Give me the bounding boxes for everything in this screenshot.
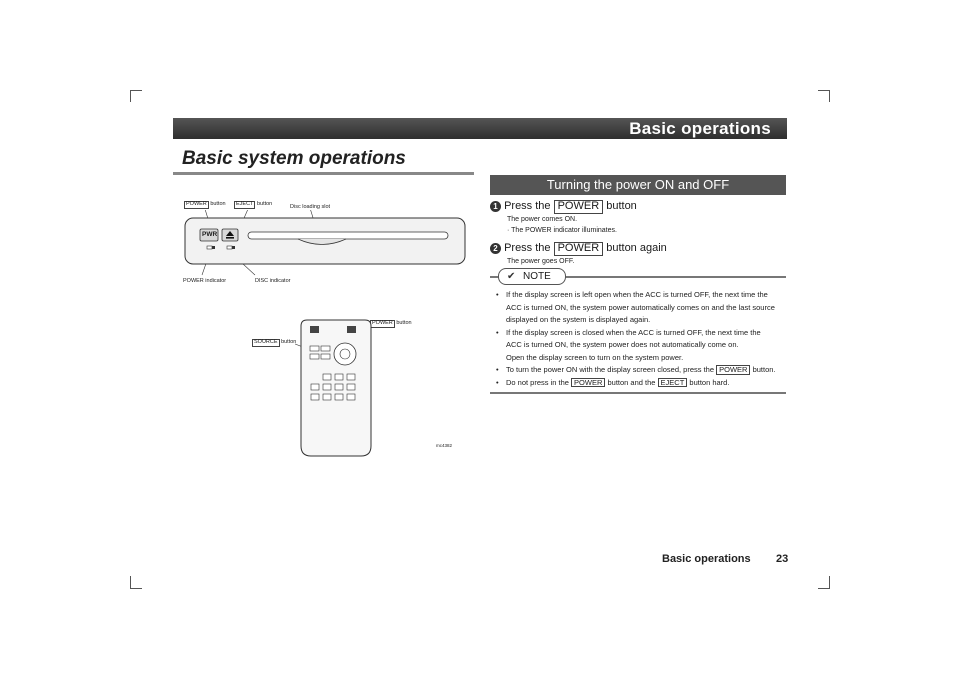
footer-section: Basic operations — [662, 553, 751, 565]
head-unit-drawing — [180, 210, 470, 280]
crop-mark — [829, 576, 830, 588]
header-title: Basic operations — [629, 119, 771, 138]
header-bar — [173, 118, 787, 139]
eject-key: EJECT — [658, 378, 688, 388]
power-indicator-callout: POWER indicator — [183, 278, 227, 284]
step-number: 2 — [490, 243, 501, 254]
page-number: 23 — [776, 553, 789, 565]
remote-power-callout: POWER button — [372, 320, 412, 326]
remote-drawing — [295, 318, 375, 460]
power-button-callout: POWER button — [186, 201, 226, 207]
check-icon: ✔ — [507, 271, 516, 282]
note-bullets — [490, 289, 786, 389]
step-2-text: The power goes OFF. — [507, 258, 575, 265]
crop-mark — [829, 90, 830, 102]
note-bullet: • To turn the power ON with the display screen closed, press the POWER button. — [496, 365, 776, 374]
section-title: Basic system operations — [182, 148, 406, 169]
source-button-callout: SOURCE button — [254, 339, 297, 345]
title-rule — [173, 172, 474, 175]
eject-button-callout: EJECT button — [236, 201, 273, 207]
crop-mark — [130, 90, 142, 91]
power-key: POWER — [571, 378, 605, 388]
note-bullet: • If the display screen is left open when the ACC is turned OFF, the next time the ACC is turned ON, the system power automatically comes on and the last source displayed on the system is displayed again. — [496, 290, 775, 324]
crop-mark — [818, 588, 830, 589]
note-bullet: • If the display screen is closed when the ACC is turned OFF, the next time the ACC is turned ON, the system power does not automatically come on. Open the display screen to turn on the system power. — [496, 327, 761, 362]
note-bullet: • Do not press in the POWER button and the EJECT button hard. — [496, 377, 730, 387]
note-header — [490, 268, 786, 284]
power-key: POWER — [554, 242, 604, 256]
step-1-subtext: · The POWER indicator illuminates. — [507, 227, 617, 234]
step-1: 1 Press the POWER button — [490, 200, 637, 214]
crop-mark — [818, 90, 830, 91]
pwr-key-label: PWR — [202, 231, 218, 238]
figure-id: mc4382 — [436, 443, 453, 448]
note-label: NOTE — [523, 271, 551, 282]
crop-mark — [130, 90, 131, 102]
disc-slot-callout: Disc loading slot — [290, 204, 331, 210]
subsection-title: Turning the power ON and OFF — [490, 175, 786, 195]
step-2: 2 Press the POWER button again — [490, 242, 667, 256]
step-1-text: The power comes ON. — [507, 216, 578, 223]
note-tab — [498, 268, 566, 285]
power-key: POWER — [716, 365, 750, 375]
crop-mark — [130, 588, 142, 589]
step-number: 1 — [490, 201, 501, 212]
crop-mark — [130, 576, 131, 588]
disc-indicator-callout: DISC indicator — [255, 278, 291, 284]
section-end-rule — [490, 392, 786, 394]
power-key: POWER — [554, 200, 604, 214]
